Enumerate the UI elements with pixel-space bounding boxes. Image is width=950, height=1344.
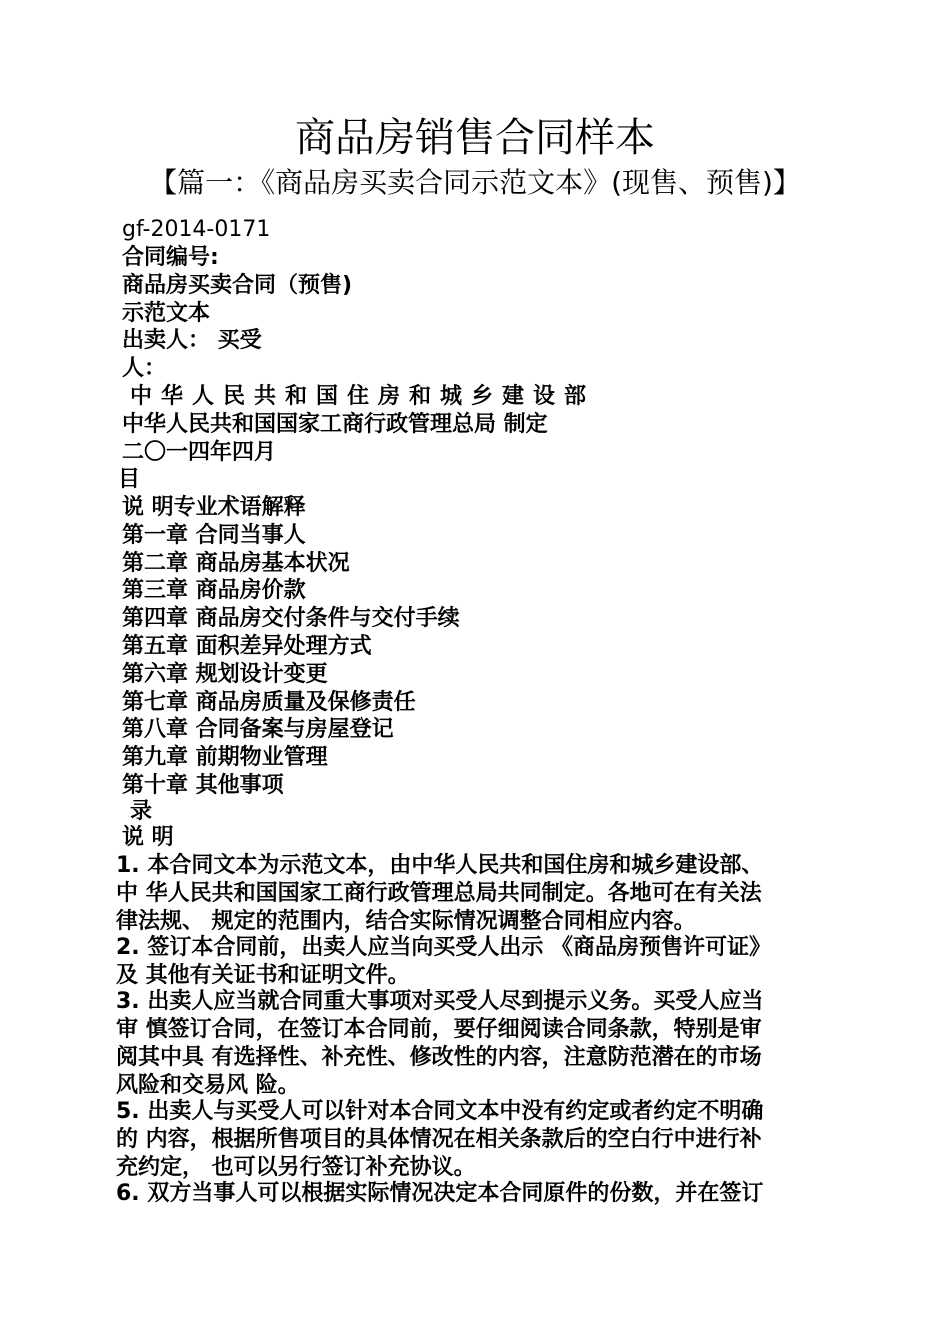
notes-paragraph xyxy=(116,1180,832,1208)
toc-item: 第六章 规划设计变更 xyxy=(122,661,328,687)
paragraph-line: 阅其中具 有选择性、补充性、修改性的内容，注意防范潜在的市场 xyxy=(116,1045,762,1070)
toc-item: 第一章 合同当事人 xyxy=(122,522,306,548)
paragraph-line: 充约定， 也可以另行签订补充协议。 xyxy=(116,1155,476,1180)
paragraph-line: 律法规、 规定的范围内，结合实际情况调整合同相应内容。 xyxy=(116,909,696,934)
contract-name: 商品房买卖合同（预售) xyxy=(122,272,353,298)
issuer-administration: 中华人民共和国国家工商行政管理总局 制定 xyxy=(122,411,548,437)
paragraph-line: 1. 本合同文本为示范文本，由中华人民共和国住房和城乡建设部、 xyxy=(116,853,764,878)
paragraph-line: 5. 出卖人与买受人可以针对本合同文本中没有约定或者约定不明确 xyxy=(116,1099,764,1124)
issuer-ministry: 中华人民共和国住房和城乡建设部 xyxy=(130,383,596,409)
toc-item: 第七章 商品房质量及保修责任 xyxy=(122,689,416,715)
issue-date: 二〇一四年四月 xyxy=(122,439,277,465)
paragraph-line: 及 其他有关证书和证明文件。 xyxy=(116,963,410,988)
toc-item: 第九章 前期物业管理 xyxy=(122,745,328,771)
toc-item: 第十章 其他事项 xyxy=(122,772,284,798)
toc-item: 第五章 面积差异处理方式 xyxy=(122,633,372,659)
cover-block xyxy=(122,244,595,466)
paragraph-line: 2. 签订本合同前，出卖人应当向买受人出示 《商品房预售许可证》 xyxy=(116,935,771,960)
paragraph-line: 6. 双方当事人可以根据实际情况决定本合同原件的份数，并在签订 xyxy=(116,1181,764,1206)
paragraph-line: 风险和交易风 险。 xyxy=(116,1073,300,1098)
toc-heading-bottom: 录 xyxy=(130,799,153,824)
model-text-label: 示范文本 xyxy=(122,300,211,326)
document-code: gf-2014-0171 xyxy=(122,217,271,242)
paragraph-line: 审 慎签订合同，在签订本合同前，要仔细阅读合同条款，特别是审 xyxy=(116,1017,762,1042)
paragraph-line: 3. 出卖人应当就合同重大事项对买受人尽到提示义务。买受人应当 xyxy=(116,989,764,1014)
paragraph-line: 的 内容，根据所售项目的具体情况在相关条款后的空白行中进行补 xyxy=(116,1127,762,1152)
notes-paragraph xyxy=(116,988,832,1100)
notes-heading: 说 明 xyxy=(122,825,174,850)
table-of-contents xyxy=(122,494,460,800)
contract-number-label: 合同编号: xyxy=(122,245,219,270)
toc-item: 第二章 商品房基本状况 xyxy=(122,550,350,576)
notes-paragraph xyxy=(116,1098,832,1182)
toc-item: 第八章 合同备案与房屋登记 xyxy=(122,717,394,743)
document-title: 商品房销售合同样本 xyxy=(295,115,655,161)
parties-line-1: 出卖人： 买受 xyxy=(122,328,262,354)
toc-heading-top: 目 xyxy=(118,467,141,492)
toc-item: 说 明专业术语解释 xyxy=(122,495,306,520)
toc-item: 第四章 商品房交付条件与交付手续 xyxy=(122,606,460,632)
paragraph-line: 中 华人民共和国国家工商行政管理总局共同制定。各地可在有关法 xyxy=(116,881,762,906)
notes-paragraph xyxy=(116,934,832,990)
document-subtitle: 【篇一：《商品房买卖合同示范文本》(现售、预售)】 xyxy=(149,166,801,199)
toc-item: 第三章 商品房价款 xyxy=(122,578,306,604)
notes-paragraph xyxy=(116,852,832,936)
parties-line-2: 人： xyxy=(122,356,167,382)
